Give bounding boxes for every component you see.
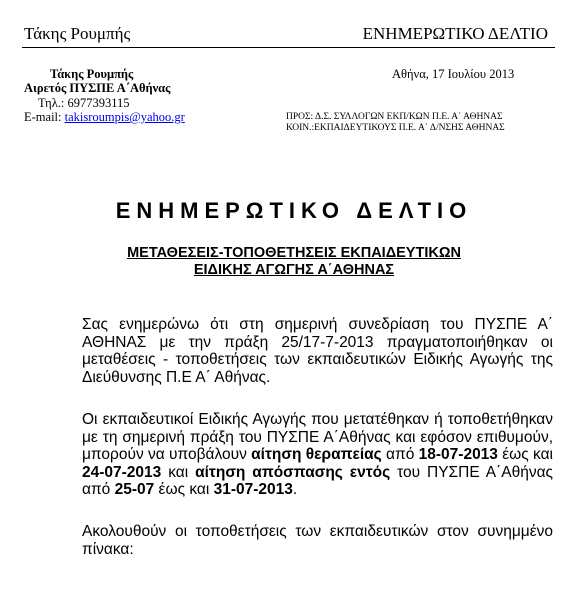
email-label: E-mail: [24,110,62,124]
sender-email [24,110,185,125]
highlight-remedy-application: αίτηση θεραπείας [251,446,382,463]
recipients-cc: ΚΟΙΝ.:ΕΚΠΑΙΔΕΥΤΙΚΟΥΣ Π.Ε. Α΄ Δ/ΝΣΗΣ ΑΘΗΝΑΣ [286,123,505,133]
highlight-date-end: 24-07-2013 [82,463,162,481]
subtitle-line-1: ΜΕΤΑΘΕΣΕΙΣ-ΤΟΠΟΘΕΤΗΣΕΙΣ ΕΚΠΑΙΔΕΥΤΙΚΩΝ [127,245,461,261]
phone-number: 6977393115 [67,96,130,110]
highlight-secondment-application: αίτηση απόσπασης εντός [195,463,391,481]
paragraph-announcement: Σας ενημερώνω ότι στη σημερινή συνεδρίαση του ΠΥΣΠΕ Α΄ ΑΘΗΝΑΣ με την πράξη 25/17-7-2013 πραγματοποιήθηκαν οι μεταθέσεις - τοποθετήσεις των εκπαιδευτικών Ειδικής Αγωγής της Διεύθυνσης Π.Ε Α΄ Αθήνας. [82,316,553,386]
sender-role: Αιρετός ΠΥΣΠΕ Α΄Αθήνας [24,81,171,95]
subtitle-line-2: ΕΙΔΙΚΗΣ ΑΓΩΓΗΣ Α΄ΑΘΗΝΑΣ [193,262,395,278]
highlight-secondment-end: 31-07-2013 [213,481,293,498]
highlight-secondment-start: 25-07 [114,481,155,498]
highlight-date-start: 18-07-2013 [418,446,498,463]
paragraph-table-intro: Ακολουθούν οι τοποθετήσεις των εκπαιδευτικών στον συνημμένο πίνακα: [82,523,553,558]
page-title: ΕΝΗΜΕΡΩΤΙΚΟ ΔΕΛΤΙΟ [115,198,473,223]
sender-phone [38,96,130,111]
sender-name: Τάκης Ρουμπής [50,67,134,81]
recipients-to: ΠΡΟΣ: Δ.Σ. ΣΥΛΛΟΓΩΝ ΕΚΠ/ΚΩΝ Π.Ε. Α΄ ΑΘΗΝΑΣ [286,112,503,122]
header-divider [22,47,555,48]
email-link[interactable]: takisroumpis@yahoo.gr [64,110,185,124]
document-date: Αθήνα, 17 Ιουλίου 2013 [392,67,515,81]
header-doc-title: ΕΝΗΜΕΡΩΤΙΚΟ ΔΕΛΤΙΟ [362,24,548,43]
phone-label: Τηλ.: [38,96,65,110]
paragraph-applications: Οι εκπαιδευτικοί Ειδικής Αγωγής που μετατέθηκαν ή τοποθετήθηκαν με τη σημερινή πράξη του ΠΥΣΠΕ Α΄Αθήνας και εφόσον επιθυμούν, μπορούν να υποβάλουν αίτηση θεραπείας από 18-07-2013 έως και 24-07-2013 και αίτηση απόσπασης εντός του ΠΥΣΠΕ Α΄Αθήνας από 25-07 έως και 31-07-2013. [82,411,554,498]
header-author: Τάκης Ρουμπής [24,24,131,43]
